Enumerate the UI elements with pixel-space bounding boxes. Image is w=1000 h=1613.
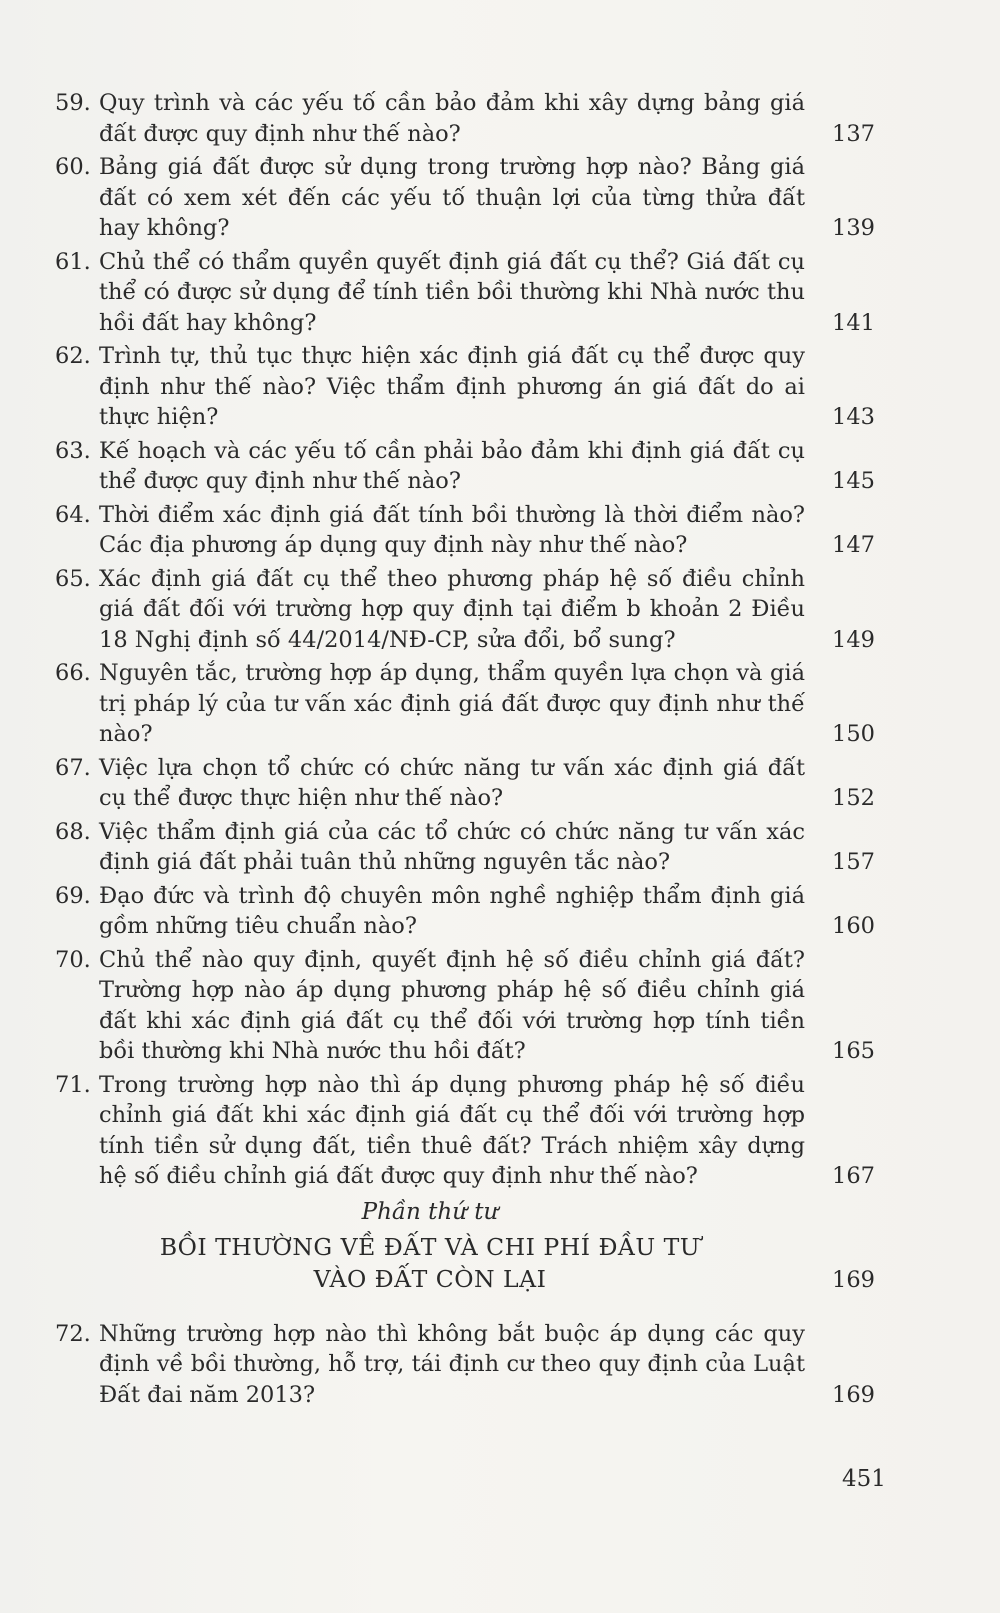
entry-page: 149	[832, 626, 875, 653]
toc-entry-69	[55, 881, 875, 942]
entry-number: 64.	[55, 501, 91, 528]
entry-page: 165	[832, 1038, 875, 1064]
entry-text: Việc thẩm định giá của các tổ chức có chức năng tư vấn xác định giá đất phải tuân thủ những nguyên tắc nào?	[99, 818, 805, 875]
toc-entry-72	[55, 1319, 875, 1411]
toc-entry-67	[55, 753, 875, 814]
entry-number: 66.	[55, 660, 91, 686]
entry-page: 145	[832, 468, 875, 494]
toc-entry-65	[55, 564, 875, 656]
part-subtitle: Phần thứ tư	[361, 1198, 499, 1225]
entry-page: 137	[832, 120, 875, 147]
toc-entry-68	[55, 817, 875, 878]
entry-text: Những trường hợp nào thì không bắt buộc áp dụng các quy định về bồi thường, hỗ trợ, tái định cư theo quy định của Luật Đất đai năm 2013?	[99, 1320, 805, 1408]
entry-page: 150	[832, 721, 875, 747]
entry-text: Thời điểm xác định giá đất tính bồi thường là thời điểm nào? Các địa phương áp dụng quy định này như thế nào?	[99, 501, 805, 558]
entry-page: 139	[832, 215, 875, 241]
toc-entry-71	[55, 1070, 875, 1192]
entry-number: 60.	[55, 154, 91, 180]
toc-entry-61	[55, 247, 875, 339]
entry-number: 62.	[55, 343, 91, 369]
toc-entry-70	[55, 945, 875, 1067]
toc-entry-63	[55, 436, 875, 497]
entry-number: 63.	[55, 437, 91, 464]
toc-entry-64	[55, 500, 875, 561]
entry-text: Trong trường hợp nào thì áp dụng phương pháp hệ số điều chỉnh giá đất khi xác định giá đất cụ thể đối với trường hợp tính tiền sử dụng đất, tiền thuê đất? Trách nhiệm xây dựng hệ số điều chỉnh giá đất được quy định như thế nào?	[99, 1071, 805, 1189]
entry-page: 147	[832, 532, 875, 558]
entry-page: 160	[832, 913, 875, 939]
entry-page: 167	[832, 1163, 875, 1189]
entry-number: 59.	[55, 90, 91, 116]
entry-number: 67.	[55, 754, 91, 781]
entry-page: 169	[832, 1381, 875, 1408]
entry-text: Đạo đức và trình độ chuyên môn nghề nghiệp thẩm định giá gồm những tiêu chuẩn nào?	[99, 882, 805, 939]
part-heading	[55, 1195, 875, 1315]
toc-entry-62	[55, 341, 875, 433]
toc-entry-66	[55, 658, 875, 750]
entry-number: 70.	[55, 946, 91, 973]
entry-page: 141	[832, 309, 875, 336]
toc-entry-60	[55, 152, 875, 244]
toc-entry-59	[55, 88, 875, 149]
entry-number: 71.	[55, 1071, 91, 1098]
entry-page: 143	[832, 404, 875, 430]
entry-text: Kế hoạch và các yếu tố cần phải bảo đảm khi định giá đất cụ thể được quy định như thế nào?	[99, 437, 805, 494]
entry-text: Nguyên tắc, trường hợp áp dụng, thẩm quyền lựa chọn và giá trị pháp lý của tư vấn xác định giá đất được quy định như thế nào?	[99, 660, 805, 747]
entry-text: Quy trình và các yếu tố cần bảo đảm khi xây dựng bảng giá đất được quy định như thế nào?	[99, 90, 805, 147]
entry-number: 69.	[55, 882, 91, 909]
part-title-line-2: VÀO ĐẤT CÒN LẠI	[313, 1264, 547, 1293]
entry-number: 61.	[55, 248, 91, 275]
entry-page: 152	[832, 785, 875, 811]
part-page: 169	[832, 1266, 875, 1293]
entry-text: Chủ thể nào quy định, quyết định hệ số điều chỉnh giá đất? Trường hợp nào áp dụng phương pháp hệ số điều chỉnh giá đất khi xác định giá đất cụ thể đối với trường hợp tính tiền bồi thường khi Nhà nước thu hồi đất?	[99, 946, 805, 1064]
entry-number: 72.	[55, 1320, 91, 1347]
page-number: 451	[842, 1466, 886, 1492]
entry-text: Trình tự, thủ tục thực hiện xác định giá đất cụ thể được quy định như thế nào? Việc thẩm định phương án giá đất do ai thực hiện?	[99, 343, 805, 430]
entry-text: Việc lựa chọn tổ chức có chức năng tư vấn xác định giá đất cụ thể được thực hiện như thế nào?	[99, 754, 805, 811]
entry-page: 157	[832, 849, 875, 875]
entry-text: Bảng giá đất được sử dụng trong trường hợp nào? Bảng giá đất có xem xét đến các yếu tố thuận lợi của từng thửa đất hay không?	[99, 154, 805, 241]
entry-number: 65.	[55, 565, 91, 592]
part-title-line-1: BỒI THƯỜNG VỀ ĐẤT VÀ CHI PHÍ ĐẦU TƯ	[159, 1232, 701, 1261]
entry-text: Chủ thể có thẩm quyền quyết định giá đất cụ thể? Giá đất cụ thể có được sử dụng để tính tiền bồi thường khi Nhà nước thu hồi đất hay không?	[99, 248, 805, 336]
table-of-contents	[55, 88, 875, 1413]
entry-text: Xác định giá đất cụ thể theo phương pháp hệ số điều chỉnh giá đất đối với trường hợp quy định tại điểm b khoản 2 Điều 18 Nghị định số 44/2014/NĐ-CP, sửa đổi, bổ sung?	[99, 565, 805, 653]
entry-number: 68.	[55, 818, 91, 845]
